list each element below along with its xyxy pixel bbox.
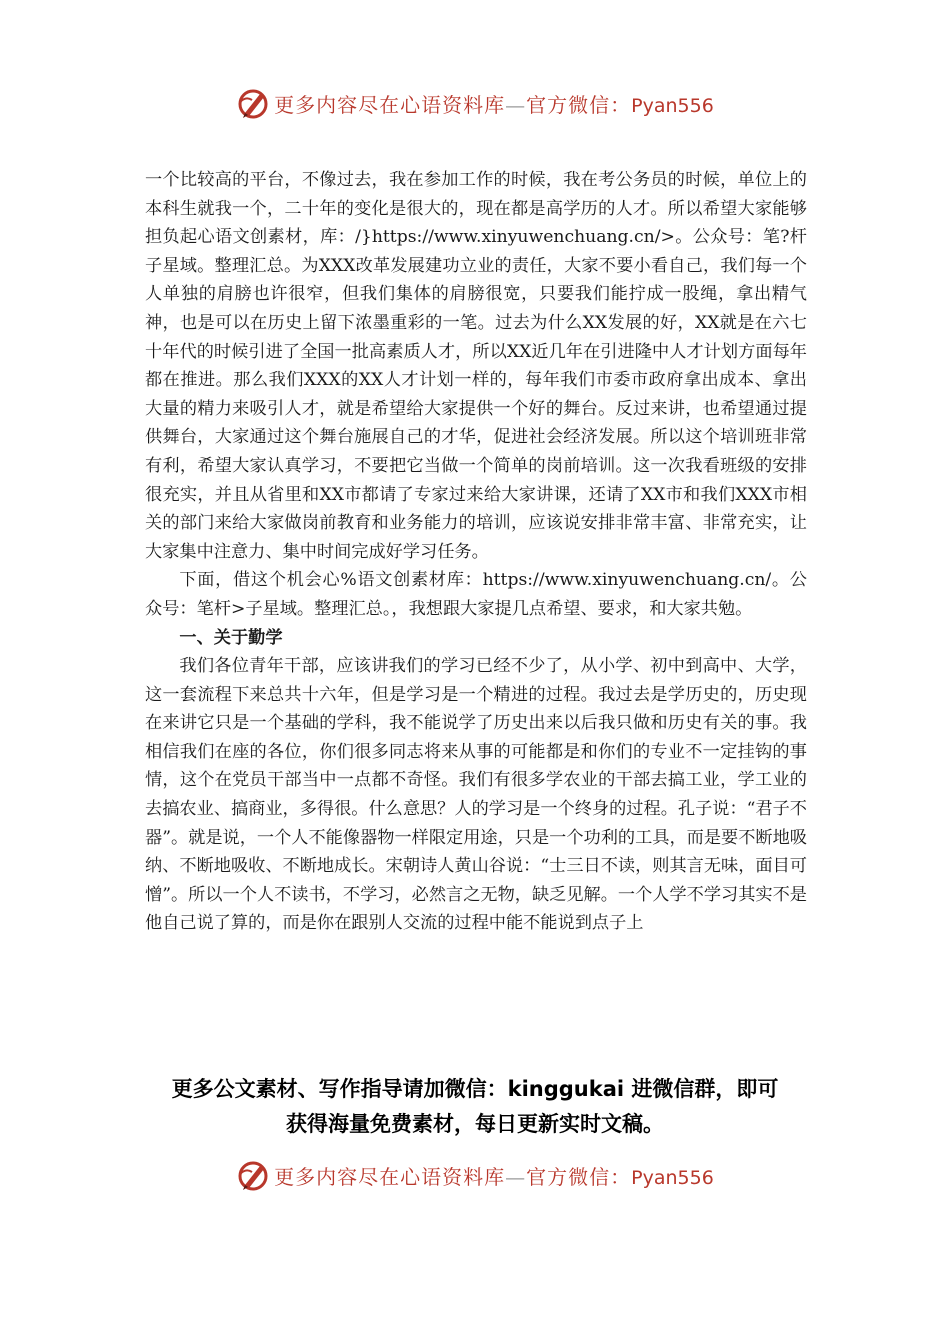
promo-line-1: 更多公文素材、写作指导请加微信：kinggukai 进微信群，即可 [171,1077,779,1101]
document-body [145,166,807,938]
footer-banner-site-name: 更多内容尽在心语资料库 [274,1164,506,1189]
promo-notice [100,1072,850,1142]
footer-banner-wechat-label: 官方微信： [526,1164,632,1189]
pen-circle-logo-icon [236,1158,270,1192]
paragraph-2: 下面，借这个机会心%语文创素材库：https://www.xinyuwenchuang.cn/。公众号：笔杆>子星域。整理汇总。，我想跟大家提几点希望、要求，和大家共勉。 [145,570,807,619]
banner-wechat-id: Pyan556 [631,94,714,117]
section-heading: 一、关于勤学 [179,627,283,648]
banner-title [274,89,714,118]
banner-site-name: 更多内容尽在心语资料库 [274,92,506,117]
footer-banner-separator: — [505,1164,527,1189]
paragraph-1: 一个比较高的平台，不像过去，我在参加工作的时候，我在考公务员的时候，单位上的本科生就我一个，二十年的变化是很大的，现在都是高学历的人才。所以希望大家能够担负起心语文创素材，库：/}https://www.xinyuwenchuang.cn/>。公众号：笔?杆子星域。整理汇总。为XXX改革发展建功立业的责任，大家不要小看自己，我们每一个人单独的肩膀也许很窄，但我们集体的肩膀很宽，只要我们能拧成一股绳，拿出精气神，也是可以在历史上留下浓墨重彩的一笔。过去为什么XX发展的好，XX就是在六七十年代的时候引进了全国一批高素质人才，所以XX近几年在引进隆中人才计划方面每年都在推进。那么我们XXX的XX人才计划一样的，每年我们市委市政府拿出成本、拿出大量的精力来吸引人才，就是希望给大家提供一个好的舞台。反过来讲，也希望通过提供舞台，大家通过这个舞台施展自己的才华，促进社会经济发展。所以这个培训班非常有利，希望大家认真学习，不要把它当做一个简单的岗前培训。这一次我看班级的安排很充实，并且从省里和XX市都请了专家过来给大家讲课，还请了XX市和我们XXX市相关的部门来给大家做岗前教育和业务能力的培训，应该说安排非常丰富、非常充实，让大家集中注意力、集中时间完成好学习任务。 [145,170,807,562]
footer-banner-wechat-id: Pyan556 [631,1166,714,1189]
pen-circle-logo-icon [236,86,270,120]
banner-wechat-label: 官方微信： [526,92,632,117]
footer-banner [0,1155,950,1195]
paragraph-3: 我们各位青年干部，应该讲我们的学习已经不少了，从小学、初中到高中、大学，这一套流程下来总共十六年，但是学习是一个精进的过程。我过去是学历史的，历史现在来讲它只是一个基础的学科，我不能说学了历史出来以后我只做和历史有关的事。我相信我们在座的各位，你们很多同志将来从事的可能都是和你们的专业不一定挂钩的事情，这个在党员干部当中一点都不奇怪。我们有很多学农业的干部去搞工业，学工业的去搞农业、搞商业，多得很。什么意思？人的学习是一个终身的过程。孔子说：“君子不器”。就是说，一个人不能像器物一样限定用途，只是一个功利的工具，而是要不断地吸纳、不断地吸收、不断地成长。宋朝诗人黄山谷说：“士三日不读，则其言无味，面目可憎”。所以一个人不读书，不学习，必然言之无物，缺乏见解。一个人学不学习其实不是他自己说了算的，而是你在跟别人交流的过程中能不能说到点子上 [145,656,807,934]
header-banner [0,83,950,123]
footer-banner-title [274,1161,714,1190]
banner-separator: — [505,92,527,117]
promo-line-2: 获得海量免费素材，每日更新实时文稿。 [286,1112,664,1136]
